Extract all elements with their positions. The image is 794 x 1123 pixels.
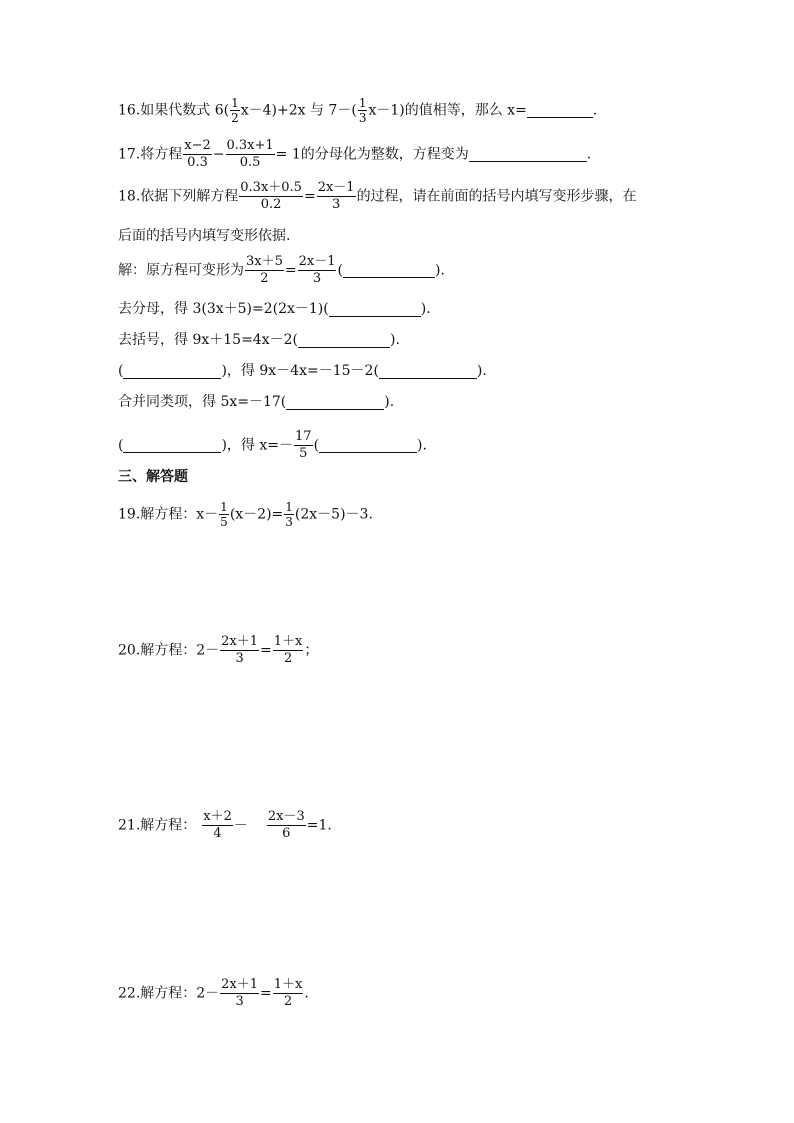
- question-19: 19.解方程：x－ $\frac{1}{5}$ (x－2)= $\frac{1}{3}$ (2x－5)－3.: [118, 500, 373, 529]
- step6-step-blank[interactable]: [123, 438, 221, 453]
- step1-fraction-1: $\frac{3x+5}{2}$: [246, 254, 283, 286]
- question-20: 20.解方程：2－ $\frac{2x+1}{3}$ = $\frac{1+x}{2}$ ；: [118, 634, 319, 666]
- step4-basis-blank[interactable]: [379, 364, 477, 379]
- q17-fraction-1: $\frac{x-2}{0.3}$: [184, 138, 211, 170]
- q22-fraction-1: $\frac{2x+1}{3}$: [221, 977, 259, 1009]
- step-3: 去括号，得 9x＋15=4x－2( ).: [118, 332, 400, 348]
- step-2: 去分母，得 3(3x＋5)=2(2x－1)( ).: [118, 301, 431, 317]
- question-18: 18.依据下列解方程 $\frac{0.3x+0.5}{0.2}$ = $\frac{2x-1}{3}$ 的过程，请在前面的括号内填写变形步骤，在: [118, 180, 637, 212]
- step6-fraction: $\frac{17}{5}$: [295, 429, 312, 461]
- q16-fraction-1: $\frac{1}{2}$: [231, 96, 239, 125]
- step3-basis-blank[interactable]: [298, 333, 390, 348]
- question-16: 16.如果代数式 6( $\frac{1}{2}$ x－4)+2x 与 7－( $\frac{1}{3}$ x－1)的值相等，那么 x= .: [118, 96, 598, 125]
- step-5: 合并同类项，得 5x=－17( ).: [118, 394, 395, 410]
- step-4: ( )，得 9x－4x=－15－2( ).: [118, 363, 487, 379]
- q17-fraction-2: $\frac{0.3x+1}{0.5}$: [226, 138, 274, 170]
- q16-answer-blank[interactable]: [527, 103, 593, 118]
- step1-basis-blank[interactable]: [343, 263, 435, 278]
- q22-fraction-2: $\frac{1+x}{2}$: [273, 977, 303, 1009]
- q21-fraction-1: $\frac{x+2}{4}$: [203, 809, 232, 841]
- step4-step-blank[interactable]: [123, 364, 221, 379]
- q20-fraction-1: $\frac{2x+1}{3}$: [221, 634, 259, 666]
- q16-fraction-2: $\frac{1}{3}$: [358, 96, 367, 125]
- question-21: 21.解方程： $\frac{x+2}{4}$ － $\frac{2x-3}{6}$ =1.: [118, 809, 332, 841]
- section-heading: 三、解答题: [118, 469, 188, 485]
- step5-basis-blank[interactable]: [286, 395, 384, 410]
- question-22: 22.解方程：2－ $\frac{2x+1}{3}$ = $\frac{1+x}{2}$ .: [118, 977, 309, 1009]
- q19-fraction-2: $\frac{1}{3}$: [285, 500, 293, 529]
- step-6: ( )，得 x=－ $\frac{17}{5}$ ( ).: [118, 429, 427, 461]
- q18-fraction-1: $\frac{0.3x+0.5}{0.2}$: [240, 180, 302, 212]
- q16-text: 16.如果代数式 6(: [118, 102, 230, 119]
- step1-fraction-2: $\frac{2x-1}{3}$: [298, 254, 336, 286]
- question-18-line-2: 后面的括号内填写变形依据.: [118, 228, 291, 244]
- question-17: 17.将方程 $\frac{x-2}{0.3}$ − $\frac{0.3x+1}{0.5}$ = 1的分母化为整数，方程变为 .: [118, 138, 592, 170]
- step-1: 解：原方程可变形为 $\frac{3x+5}{2}$ = $\frac{2x-1}{3}$ ( ).: [118, 254, 445, 286]
- step6-basis-blank[interactable]: [319, 438, 417, 453]
- q17-answer-blank[interactable]: [469, 147, 587, 162]
- q18-fraction-2: $\frac{2x-1}{3}$: [317, 180, 355, 212]
- q20-fraction-2: $\frac{1+x}{2}$: [273, 634, 303, 666]
- step2-basis-blank[interactable]: [329, 302, 421, 317]
- q21-fraction-2: $\frac{2x-3}{6}$: [267, 809, 305, 841]
- q19-fraction-1: $\frac{1}{5}$: [220, 500, 228, 529]
